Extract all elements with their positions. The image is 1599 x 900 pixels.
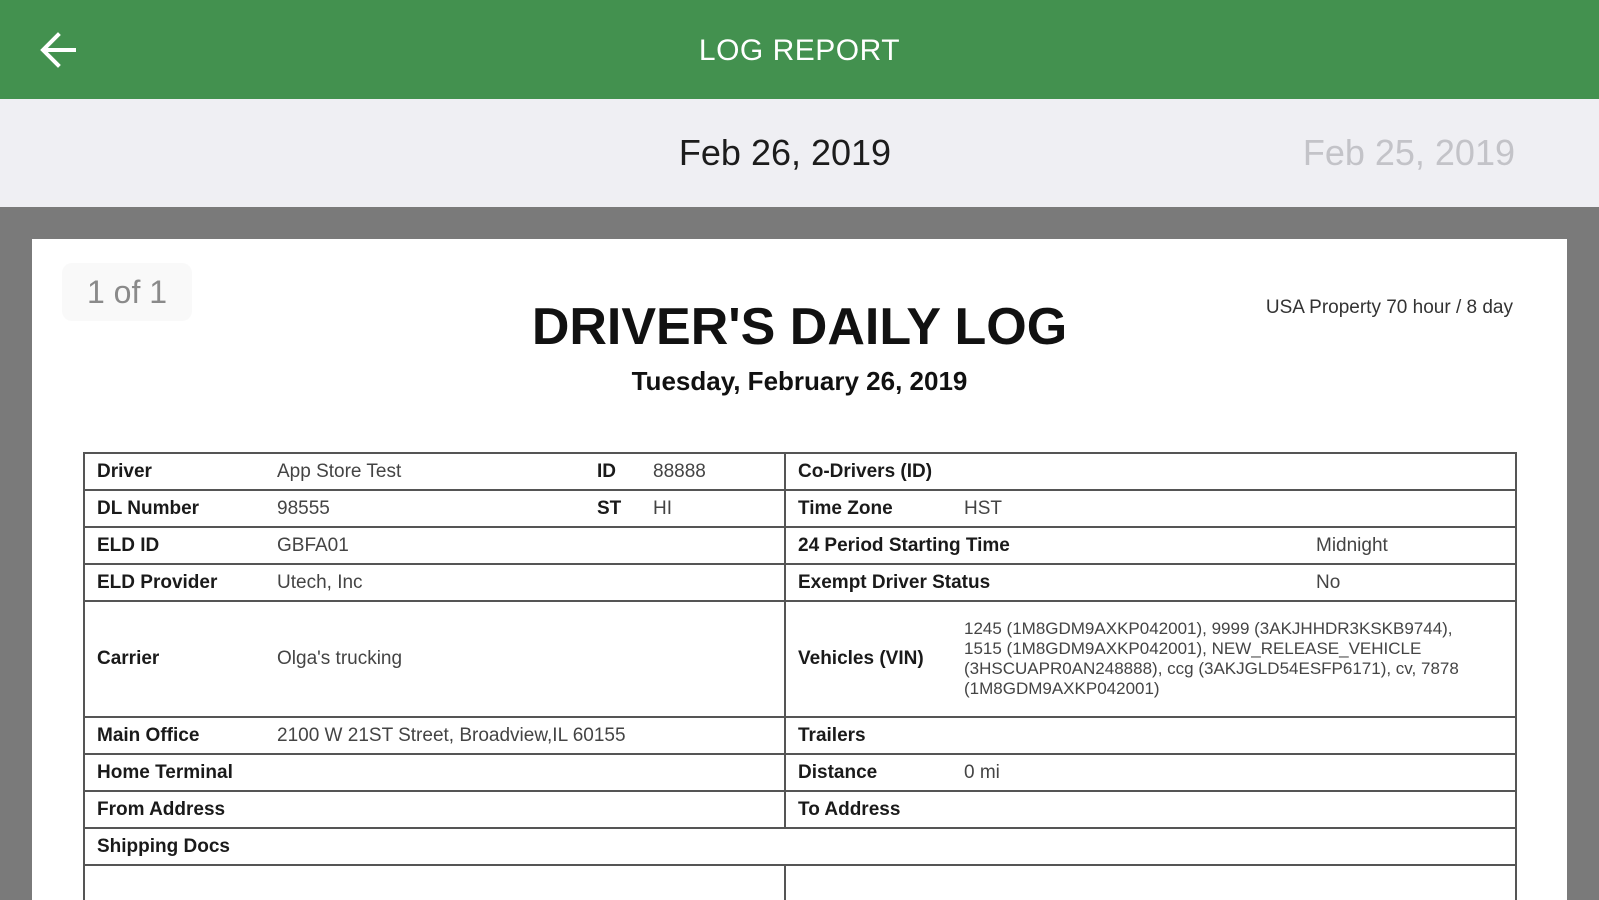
time-zone-label: Time Zone: [798, 497, 893, 519]
table-row: [84, 791, 1516, 828]
document-viewer[interactable]: [0, 207, 1599, 900]
main-office-value: 2100 W 21ST Street, Broadview,IL 60155: [277, 724, 626, 746]
page-indicator: 1 of 1: [62, 263, 192, 321]
table-row: [84, 865, 1516, 900]
table-row: [84, 490, 1516, 527]
table-row: [84, 453, 1516, 490]
eld-provider-value: Utech, Inc: [277, 571, 363, 593]
shipping-docs-label: Shipping Docs: [97, 835, 230, 857]
id-value: 88888: [653, 460, 706, 482]
distance-value: 0 mi: [964, 761, 1000, 783]
period-start-value: Midnight: [1316, 534, 1388, 556]
app-bar-title: LOG REPORT: [698, 34, 901, 67]
document-title: DRIVER'S DAILY LOG: [531, 298, 1068, 356]
current-date: Feb 26, 2019: [678, 132, 892, 173]
table-row: [84, 601, 1516, 717]
exempt-status-value: No: [1316, 571, 1341, 593]
previous-date-button[interactable]: Feb 25, 2019: [1302, 132, 1515, 173]
id-label: ID: [597, 460, 616, 482]
period-start-label: 24 Period Starting Time: [798, 534, 1010, 556]
home-terminal-label: Home Terminal: [97, 761, 233, 783]
table-row: [84, 754, 1516, 791]
log-info-table: [83, 452, 1517, 900]
driver-value: App Store Test: [277, 460, 402, 482]
dl-number-value: 98555: [277, 497, 330, 519]
distance-label: Distance: [798, 761, 878, 783]
main-office-label: Main Office: [97, 724, 200, 746]
hos-rule: USA Property 70 hour / 8 day: [1265, 297, 1513, 318]
state-value: HI: [653, 497, 672, 519]
table-row: [84, 717, 1516, 754]
document-subtitle: Tuesday, February 26, 2019: [631, 366, 968, 396]
eld-id-label: ELD ID: [97, 534, 160, 556]
log-page: [32, 239, 1567, 900]
vehicles-value: 1245 (1M8GDM9AXKP042001), 9999 (3AKJHHDR3KSKB9744), 1515 (1M8GDM9AXKP042001), NEW_RELEASE_VEHICLE (3HSCUAPR0AN248888), ccg (3AKJGLD54ESFP6171), cv, 7878 (1M8GDM9AXKP042001): [964, 619, 1459, 698]
eld-id-value: GBFA01: [277, 534, 349, 556]
date-bar: [0, 99, 1599, 207]
driver-label: Driver: [97, 460, 152, 482]
table-row: [84, 828, 1516, 865]
table-row: [84, 527, 1516, 564]
carrier-value: Olga's trucking: [277, 648, 403, 669]
exempt-status-label: Exempt Driver Status: [798, 571, 991, 593]
time-zone-value: HST: [964, 497, 1002, 519]
carrier-label: Carrier: [97, 648, 160, 669]
trailers-label: Trailers: [798, 724, 866, 746]
table-row: [84, 564, 1516, 601]
dl-number-label: DL Number: [97, 497, 200, 519]
eld-provider-label: ELD Provider: [97, 571, 218, 593]
app-bar: [0, 0, 1599, 99]
from-address-label: From Address: [97, 798, 226, 820]
co-drivers-label: Co-Drivers (ID): [798, 460, 933, 482]
to-address-label: To Address: [798, 798, 901, 820]
state-label: ST: [597, 497, 622, 519]
vehicles-label: Vehicles (VIN): [798, 648, 924, 669]
